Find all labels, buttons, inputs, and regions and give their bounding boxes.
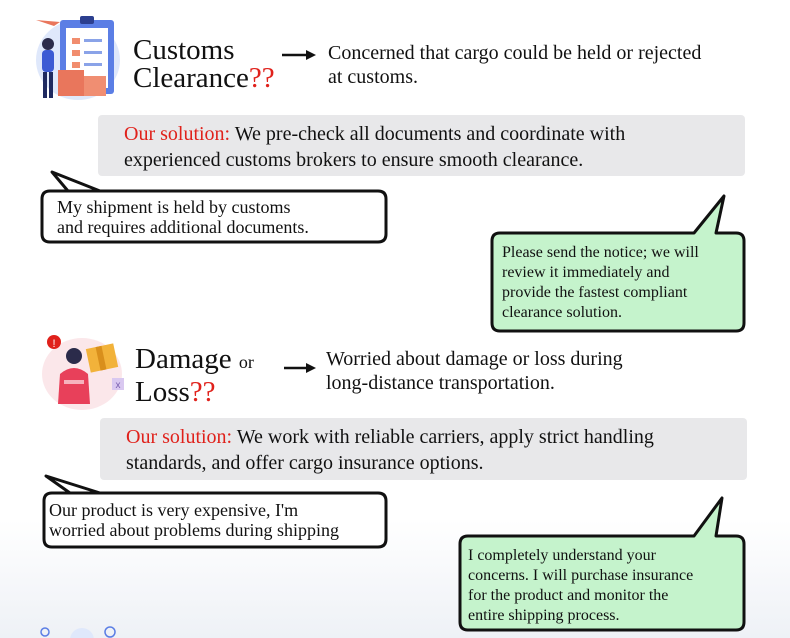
concern-text [326,347,766,395]
reply-message [502,243,742,323]
svg-text:!: ! [52,338,56,350]
reply-line: for the product and monitor the [468,587,669,604]
reply-line: concerns. I will purchase insurance [468,567,694,584]
partial-footer-icons [41,627,115,638]
title-line-1: Customs [133,34,235,66]
title-connector: or [238,352,254,372]
reply-line: Please send the notice; we will [502,244,699,261]
title-line-2: Loss [135,376,190,408]
arrow-right-icon [282,50,316,60]
solution-label: Our solution: [124,123,231,145]
arrow-right-icon [284,363,316,373]
title-question-marks: ?? [189,376,216,408]
solution-text-line-2: experienced customs brokers to ensure smooth clearance. [124,149,584,171]
title-line-1: Damage [135,343,232,375]
reply-message [468,546,740,626]
reply-line: review it immediately and [502,264,670,281]
solution-text-line-1: We work with reliable carriers, apply strict handling [232,426,654,448]
concern-line-2: at customs. [328,66,418,88]
solution-label: Our solution: [126,426,233,448]
concern-text [328,41,768,89]
customer-message [57,197,382,237]
damage-package-illustration [42,335,124,410]
reply-line: clearance solution. [502,304,622,321]
customer-line-1: Our product is very expensive, I'm [49,500,299,520]
title-line-2: Clearance [133,62,249,94]
reply-line: I completely understand your [468,547,656,564]
concern-line-1: Concerned that cargo could be held or rejected [328,42,702,64]
reply-line: provide the fastest compliant [502,284,688,301]
solution-text-line-1: We pre-check all documents and coordinate with [230,123,626,145]
concern-line-1: Worried about damage or loss during [326,348,623,370]
section-title [135,345,254,406]
svg-text:x: x [115,380,121,391]
customs-clipboard-illustration [36,16,120,100]
solution-text-line-2: standards, and offer cargo insurance options. [126,452,484,474]
section-title [133,36,275,92]
concern-line-2: long-distance transportation. [326,372,555,394]
reply-line: entire shipping process. [468,607,620,624]
customer-line-1: My shipment is held by customs [57,197,291,217]
customer-message [49,500,385,540]
solution-box [98,115,745,176]
customer-line-2: and requires additional documents. [57,217,309,237]
customer-line-2: worried about problems during shipping [49,520,339,540]
solution-box [100,418,747,480]
title-question-marks: ?? [248,62,275,94]
